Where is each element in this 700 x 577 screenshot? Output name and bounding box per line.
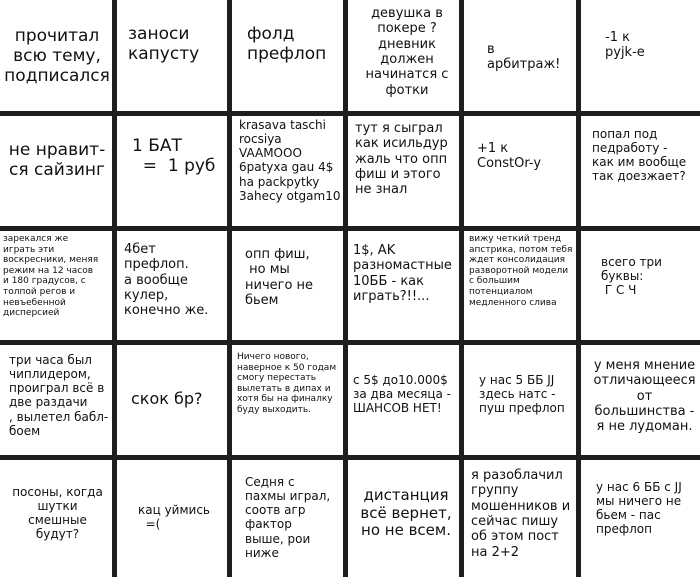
- cell-text: с 5$ до10.000$ за два месяца - ШАНСОВ НЕТ!: [353, 373, 452, 416]
- grid-cell: [132, 136, 227, 176]
- grid-line: [0, 226, 700, 231]
- grid-cell: [353, 487, 459, 540]
- cell-text: -1 к pyjk-e: [605, 30, 645, 61]
- cell-text: Седня с пахмы играл, соотв агр фактор выше, рои ниже: [245, 475, 331, 560]
- grid-cell: [245, 247, 343, 308]
- grid-cell: [477, 141, 575, 172]
- cell-text: фолд префлоп: [247, 24, 327, 65]
- cell-text: 1 БАТ = 1 руб: [132, 136, 216, 177]
- grid-line: [112, 0, 117, 577]
- grid-cell: [487, 42, 575, 73]
- grid-line: [0, 340, 700, 345]
- grid-line: [0, 455, 700, 460]
- grid-line: [227, 0, 232, 577]
- cell-text: кац уймись =(: [138, 503, 211, 532]
- cell-text: krasava taschi rocsiya VAAMOOO 6patyxa gau 4$ ha packpytky 3ahecy otgam10: [239, 118, 341, 203]
- grid-cell: [353, 373, 459, 415]
- grid-cell: [601, 255, 700, 297]
- grid-cell: [131, 390, 227, 409]
- cell-text: 4бет префлоп. а вообще кулер, конечно же.: [124, 242, 209, 319]
- grid-cell: [592, 127, 700, 184]
- grid-cell: [596, 480, 700, 537]
- cell-text: всего три буквы: Г С Ч: [601, 255, 662, 298]
- grid-cell: [471, 468, 576, 560]
- cell-text: не нравит- ся сайзинг: [8, 140, 106, 181]
- grid-cell: [353, 243, 459, 304]
- grid-cell: [247, 24, 341, 64]
- grid-cell: [3, 234, 112, 319]
- grid-cell: [2, 26, 112, 86]
- cell-text: скок бр?: [131, 390, 203, 408]
- grid-cell: [239, 118, 343, 203]
- cell-text: +1 к ConstOr-y: [477, 141, 542, 172]
- cell-text: 1$, AK разномастные 10ББ - как играть?!!...: [353, 243, 452, 304]
- grid-cell: [589, 358, 700, 435]
- cell-text: я разоблачил группу мошенников и сейчас пишу об этом пост на 2+2: [471, 468, 571, 560]
- grid-line: [459, 0, 464, 577]
- cell-text: заноси капусту: [128, 24, 200, 65]
- grid-cell: [124, 242, 227, 319]
- cell-text: вижу четкий тренд апстрика, потом тебя ждет консолидация разворотной модели с большим потенциалом медленного слива: [469, 234, 573, 308]
- cell-text: три часа был чиплидером, проиграл всё в две раздачи , вылетел бабл- боем: [9, 353, 109, 438]
- grid-cell: [237, 352, 343, 416]
- grid-cell: [355, 6, 459, 98]
- cell-text: у меня мнение отличающееся от большинства - я не лудоман.: [593, 358, 696, 435]
- cell-text: прочитал всю тему, подписался: [4, 26, 110, 87]
- grid-line: [343, 0, 348, 577]
- cell-text: Ничего нового, наверное к 50 годам смогу перестать вылетать в дипах и хотя бы на финалку буду выходить.: [237, 352, 337, 416]
- cell-text: в арбитраж!: [487, 42, 561, 73]
- cell-text: дистанция всё вернет, но не всем.: [360, 487, 452, 540]
- grid-cell: [9, 353, 112, 438]
- grid-cell: [355, 121, 459, 198]
- cell-text: посоны, когда шутки смешные будут?: [12, 485, 103, 542]
- grid-cell: [3, 485, 112, 542]
- grid-line: [576, 0, 581, 577]
- grid-cell: [479, 373, 576, 415]
- grid-cell: [245, 475, 343, 560]
- cell-text: у нас 6 ББ с JJ мы ничего не бьем - пас префлоп: [596, 480, 682, 537]
- cell-text: у нас 5 ББ JJ здесь натс - пуш префлоп: [479, 373, 565, 416]
- grid-cell: [2, 140, 112, 180]
- grid-cell: [128, 24, 226, 64]
- grid-cell: [138, 503, 227, 531]
- grid-line: [0, 111, 700, 116]
- cell-text: тут я сыграл как исильдур жаль что опп фиш и этого не знал: [355, 121, 448, 198]
- grid-cell: [469, 234, 576, 308]
- cell-text: попал под педработу - как им вообще так доезжает?: [592, 127, 687, 184]
- grid-cell: [605, 30, 699, 61]
- cell-text: девушка в покере ? дневник должен начинатся с фотки: [365, 6, 449, 98]
- cell-text: опп фиш, но мы ничего не бьем: [245, 247, 314, 308]
- cell-text: зарекался же играть эти воскресники, меняя режим на 12 часов и 180 градусов, с толпой регов и невъебенной дисперсией: [3, 234, 99, 319]
